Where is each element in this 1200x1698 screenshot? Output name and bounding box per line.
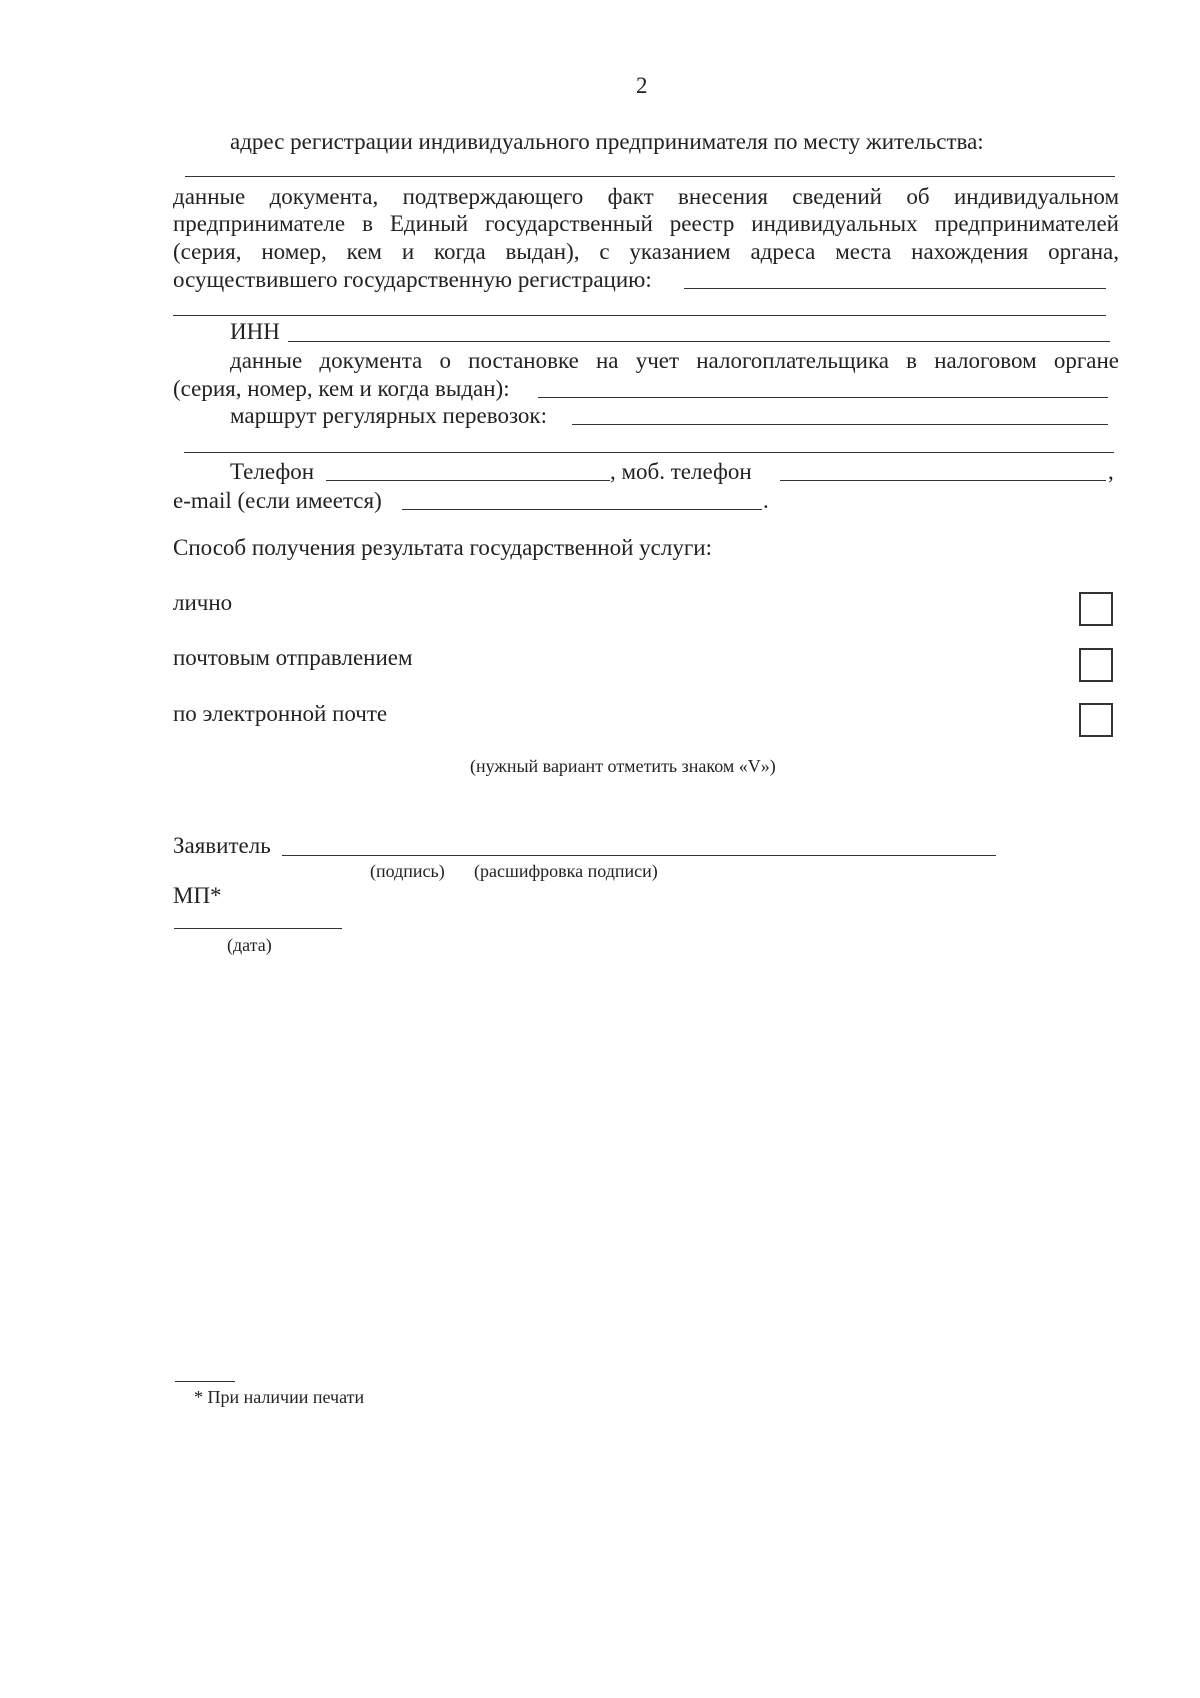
applicant-label: Заявитель [173,833,271,858]
route-field[interactable] [572,424,1108,425]
signature-caption: (подпись) [370,861,445,881]
phone-field[interactable] [326,480,610,481]
delivery-checkbox-email[interactable] [1079,703,1113,737]
footnote-separator [175,1381,235,1382]
tax-line-2: (серия, номер, кем и когда выдан): [173,376,510,401]
mobile-field[interactable] [780,480,1106,481]
delivery-hint: (нужный вариант отметить знаком «V») [470,756,776,776]
date-caption: (дата) [227,935,272,955]
delivery-option-email: по электронной почте [173,701,388,726]
inn-field[interactable] [288,341,1110,342]
applicant-signature-field[interactable] [282,855,996,856]
route-label: маршрут регулярных перевозок: [230,403,547,428]
delivery-title: Способ получения результата государственной услуги: [173,535,712,560]
delivery-option-mail: почтовым отправлением [173,645,413,670]
egrip-field-inline[interactable] [684,288,1106,289]
phone-label: Телефон [230,459,315,484]
date-field[interactable] [174,928,342,929]
egrip-line-1: данные документа, подтверждающего факт внесения сведений об индивидуальном [173,184,1119,209]
stamp-label: МП* [173,883,222,908]
page-number: 2 [636,73,648,98]
delivery-checkbox-personal[interactable] [1079,592,1113,626]
egrip-field-continued[interactable] [173,315,1106,316]
comma: , [1108,459,1114,484]
decode-caption: (расшифровка подписи) [474,861,658,881]
address-field[interactable] [185,176,1115,177]
mobile-label: , моб. телефон [610,459,752,484]
footnote-text: * При наличии печати [194,1387,365,1407]
period: . [763,488,769,513]
egrip-line-4: осуществившего государственную регистрацию: [173,267,652,292]
delivery-option-personal: лично [173,590,233,615]
email-label: e-mail (если имеется) [173,488,382,513]
address-label: адрес регистрации индивидуального предпринимателя по месту жительства: [230,129,984,154]
tax-field[interactable] [538,397,1108,398]
route-field-continued[interactable] [184,452,1114,453]
delivery-checkbox-mail[interactable] [1079,648,1113,682]
email-field[interactable] [402,509,762,510]
egrip-line-2: предпринимателе в Единый государственный реестр индивидуальных предпринимателей [173,211,1119,236]
egrip-line-3: (серия, номер, кем и когда выдан), с указанием адреса места нахождения органа, [173,239,1119,264]
inn-label: ИНН [230,319,280,344]
tax-line-1: данные документа о постановке на учет налогоплательщика в налоговом органе [230,348,1119,373]
